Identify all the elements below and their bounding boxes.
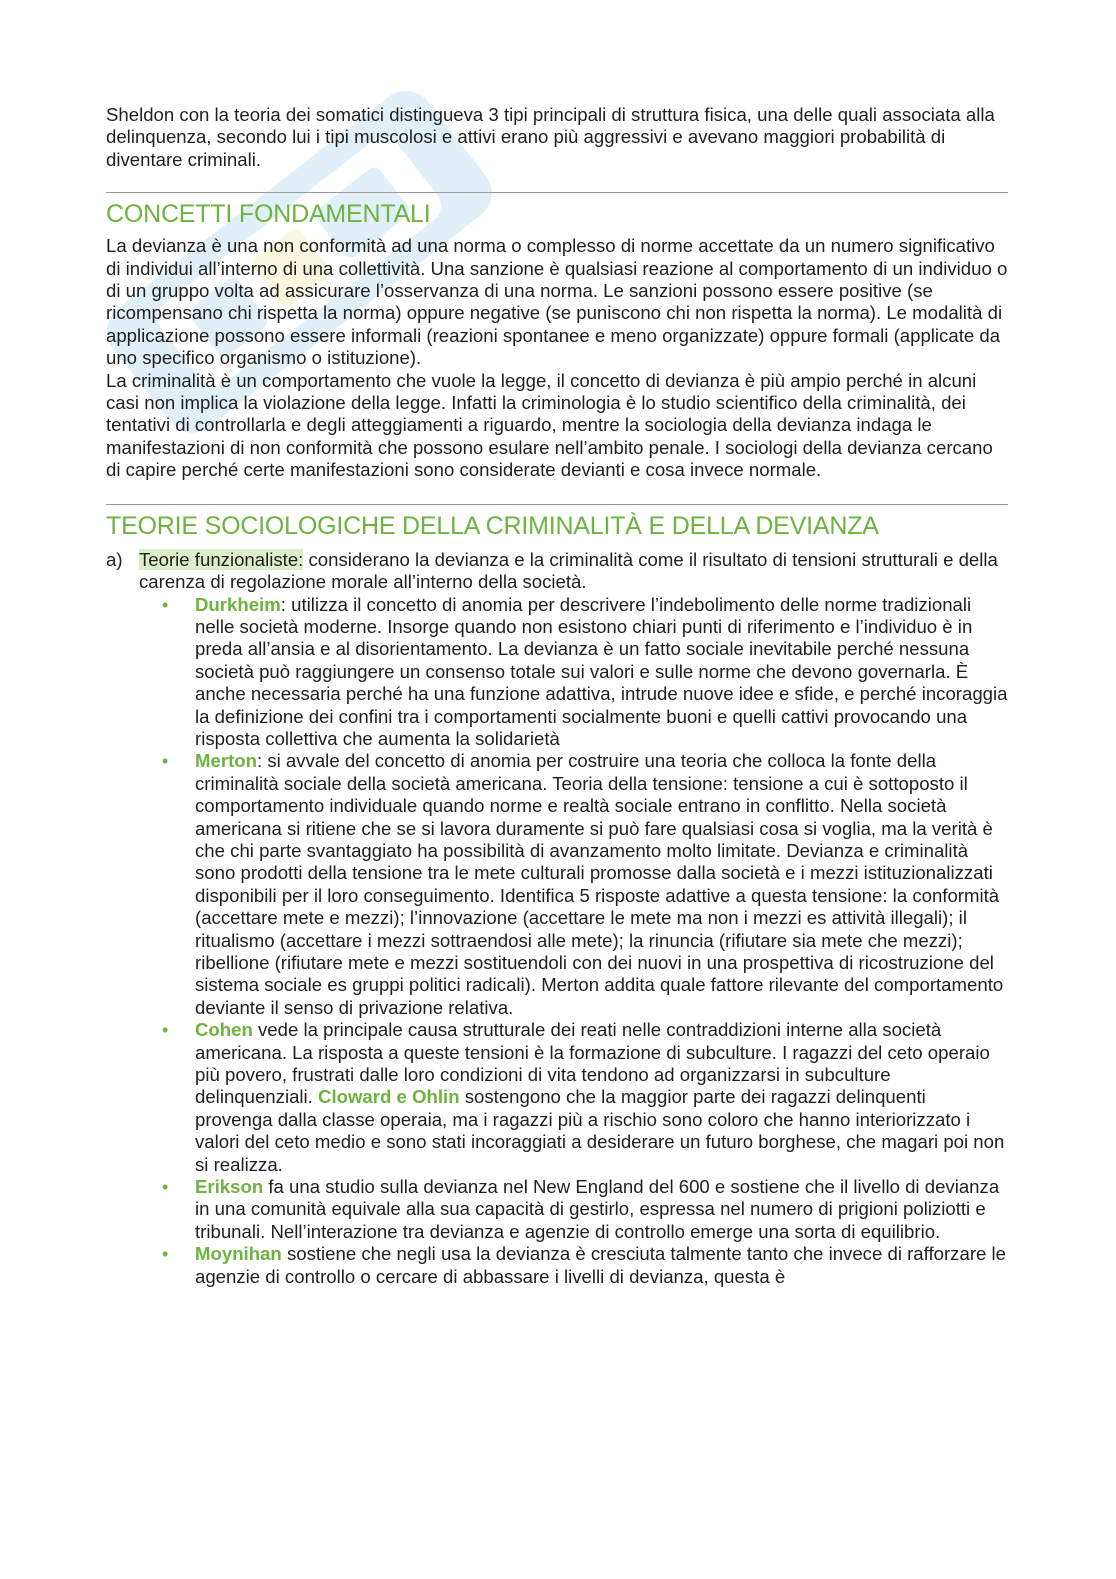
bullet-text: fa una studio sulla devianza nel New England del 600 e sostiene che il livello di devianza in una comunità equivale alla sua capacità di gestirlo, espressa nel numero di prigioni poliziotti e tribunali. Nell’interazione tra devianza e agenzie di controllo emerge una sorta di equilibrio. — [195, 1176, 1000, 1242]
list-item-text: considerano la devianza e la criminalità come il risultato di tensioni strutturali e della carenza di regolazione morale all’interno della società. — [139, 548, 998, 593]
author-name: Cloward e Ohlin — [318, 1086, 460, 1108]
bullet-icon: • — [162, 1020, 169, 1041]
list-marker: a) — [106, 548, 123, 570]
author-name: Durkheim — [195, 593, 281, 615]
author-name: Merton — [195, 750, 257, 772]
intro-paragraph: Sheldon con la teoria dei somatici distingueva 3 tipi principali di struttura fisica, una delle quali associata alla delinquenza, secondo lui i tipi muscolosi e attivi erano più aggressivi e avevano maggiori probabilità di diventare criminali. — [106, 104, 995, 170]
list-item-body — [139, 549, 1008, 594]
bullet-text: sostengono che la maggior parte dei ragazzi delinquenti provenga dalla classe operaia, ma i ragazzi più a rischio sono coloro che hanno interiorizzato i valori del ceto medio e sono stati incoraggiati a desiderare un futuro borghese, che magari poi non si realizza. — [195, 1086, 1005, 1175]
bullet-icon: • — [162, 1177, 169, 1198]
bullet-text: : utilizza il concetto di anomia per descrivere l’indebolimento delle norme tradizionali nelle società moderne. Insorge quando non esistono chiari punti di riferimento e l’individuo è in preda all’ansia e al disorientamento. La devianza è un fatto sociale inevitabile perché nessuna società può raggiungere un consenso totale sui valori e sulle norme che devono governarla. È anche necessaria perché ha una funzione adattiva, intrude nuove idee e sfide, e perché incoraggia la definizione dei confini tra i comportamenti socialmente buoni e quelli cattivi provocando una risposta collettiva che aumenta la solidarietà — [195, 593, 1008, 749]
bullet-text: : si avvale del concetto di anomia per costruire una teoria che colloca la fonte della criminalità sociale della società americana. Teoria della tensione: tensione a cui è sottoposto il comportamento individuale quando norme e realtà sociale entrano in conflitto. Nella società americana si ritiene che se si lavora duramente si può fare qualsiasi cosa si voglia, ma la verità è che chi parte svantaggiato ha possibilità di avanzamento molto limitate. Devianza e criminalità sono prodotti della tensione tra le mete culturali promosse dalla società e i mezzi istituzionalizzati disponibili per il loro conseguimento. Identifica 5 risposte adattive a questa tensione: la conformità (accettare mete e mezzi); l’innovazione (accettare le mete ma non i mezzi es attività illegali); il ritualismo (accettare i mezzi sottraendosi alle mete); la rinuncia (rifiutare sia mete che mezzi); ribellione (rifiutare mete e mezzi sostituendoli con dei nuovi in una prospettiva di ricostruzione del sistema sociale es gruppi politici radicali). Merton addita quale fattore rilevante del comportamento deviante il senso di privazione relativa. — [195, 750, 1004, 1018]
bullet-icon: • — [162, 594, 169, 615]
author-name: Cohen — [195, 1019, 253, 1041]
bullet-icon: • — [162, 751, 169, 772]
author-name: Moynihan — [195, 1243, 282, 1265]
concetti-paragraph-1: La devianza è una non conformità ad una norma o complesso di norme accettate da un numero significativo di individui all’interno di una collettività. Una sanzione è qualsiasi reazione al comportamento di un individuo o di un gruppo volta ad assicurare l’osservanza di una norma. Le sanzioni possono essere positive (se ricompensano chi rispetta la norma) oppure negative (se puniscono chi non rispetta la norma). Le modalità di applicazione possono essere informali (reazioni spontanee e meno organizzate) oppure formali (applicate da uno specifico organismo o istituzione). — [106, 235, 1008, 369]
list-item-erikson — [162, 1176, 1008, 1243]
section-divider — [106, 192, 1008, 193]
bullet-text: sostiene che negli usa la devianza è cresciuta talmente tanto che invece di rafforzare le agenzie di controllo o cercare di abbassare i livelli di devianza, questa è — [195, 1243, 1006, 1287]
document-page — [106, 104, 1008, 1288]
list-item-moynihan — [162, 1243, 1008, 1288]
section-heading-concetti: CONCETTI FONDAMENTALI — [106, 200, 431, 229]
list-item-cohen — [162, 1019, 1008, 1176]
bullet-icon: • — [162, 1244, 169, 1265]
bullet-text: vede la principale causa strutturale dei reati nelle contraddizioni interne alla società americana. La risposta a queste tensioni è la formazione di subculture. I ragazzi del ceto operaio più povero, frustrati dalle loro condizioni di vita tendono ad organizzarsi in subculture delinquenziali. — [195, 1019, 990, 1108]
section-heading-teorie: TEORIE SOCIOLOGICHE DELLA CRIMINALITÀ E DELLA DEVIANZA — [106, 511, 879, 540]
section-divider — [106, 504, 1008, 505]
author-name: Erikson — [195, 1176, 264, 1198]
concetti-paragraph-2: La criminalità è un comportamento che vuole la legge, il concetto di devianza è più ampio perché in alcuni casi non implica la violazione della legge. Infatti la criminologia è lo studio scientifico della criminalità, dei tentativi di controllarla e degli atteggiamenti a riguardo, mentre la sociologia della devianza indaga le manifestazioni di non conformità che possono esulare nell’ambito penale. I sociologi della devianza cercano di capire perché certe manifestazioni sono considerate devianti e cosa invece normale. — [106, 369, 993, 481]
theorists-list — [106, 594, 1008, 1289]
highlighted-term: Teorie funzionaliste: — [139, 548, 304, 570]
list-item-merton — [162, 750, 1008, 1019]
list-item-durkheim — [162, 594, 1008, 751]
list-item-a — [106, 549, 1008, 594]
